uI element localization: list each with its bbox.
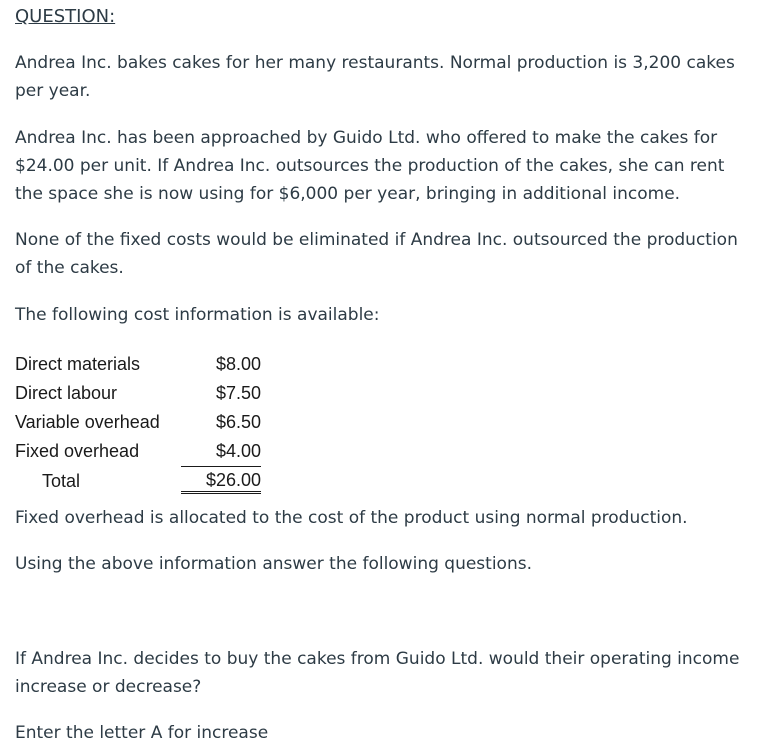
fixed-costs-paragraph: None of the fixed costs would be eliminated if Andrea Inc. outsourced the production of the cakes. [15,230,738,278]
cost-label: Fixed overhead [15,441,140,462]
cost-amount: $4.00 [181,437,261,467]
allocation-note: Fixed overhead is allocated to the cost of the product using normal production. [15,508,688,528]
cost-amount: $6.50 [215,412,261,432]
total-amount-cell [181,467,261,497]
offer-paragraph: Andrea Inc. has been approached by Guido Ltd. who offered to make the cakes for $24.00 per unit. If Andrea Inc. outsources the production of the cakes, she can rent the space she is now using for $6,000 per year, bringing in additional income. [15,128,725,204]
question-paragraph: If Andrea Inc. decides to buy the cakes from Guido Ltd. would their operating income increase or decrease? [15,649,740,697]
cost-row [15,379,261,408]
question-heading: QUESTION: [15,6,116,27]
cost-label: Variable overhead [15,412,160,432]
instructions-paragraph: Using the above information answer the following questions. [15,554,532,574]
intro-paragraph: Andrea Inc. bakes cakes for her many restaurants. Normal production is 3,200 cakes per year. [15,53,735,101]
answer-instruction: Enter the letter A for increase [15,723,269,743]
cost-info-intro: The following cost information is available: [15,305,380,325]
cost-row [15,408,261,437]
cost-label: Direct materials [15,354,141,374]
cost-row [15,350,261,379]
cost-amount: $7.50 [215,383,261,403]
cost-amount: $8.00 [215,354,261,374]
total-amount: $26.00 [181,470,261,494]
cost-table [15,350,261,496]
cost-label: Direct labour [15,383,118,403]
total-label: Total [42,470,81,491]
total-row [15,467,261,497]
cost-row [15,437,261,467]
